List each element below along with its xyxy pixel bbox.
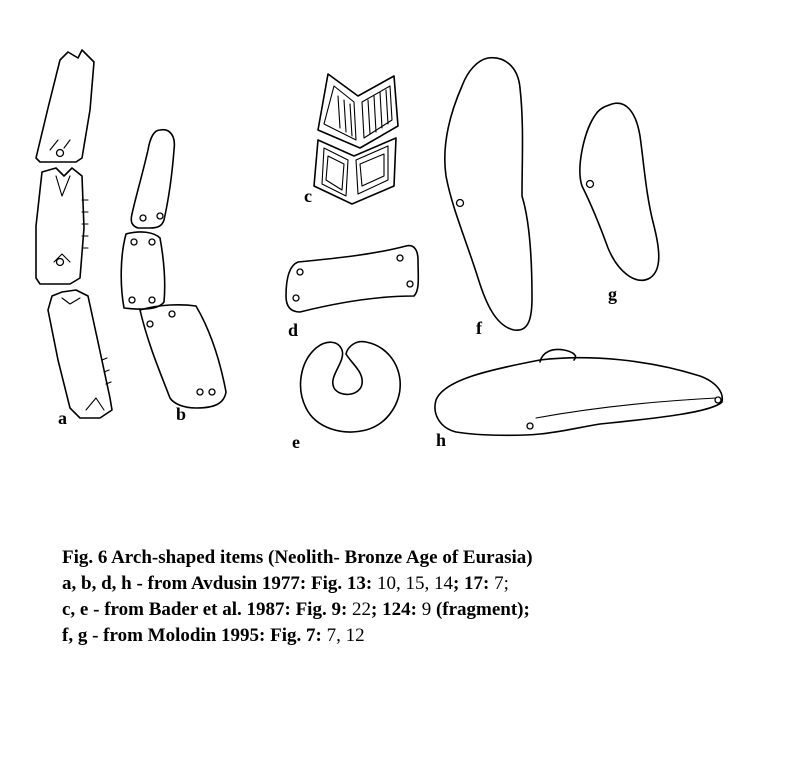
item-g-drawing — [580, 103, 659, 280]
label-f: f — [476, 318, 482, 338]
caption-line1-value-1: 10, 15, 14 — [372, 573, 453, 594]
item-g-outline — [580, 103, 659, 280]
item-b-segment-top — [131, 130, 174, 228]
caption-line3-value-1: 7, 12 — [321, 625, 365, 646]
caption-line3-prefix: f, g - from Molodin 1995: Fig. 7: — [62, 625, 322, 646]
label-d: d — [288, 320, 299, 340]
item-c-drawing — [314, 74, 398, 204]
caption-line1-prefix: a, b, d, h - from Avdusin 1977: Fig. 13: — [62, 573, 373, 594]
caption-title-text: Fig. 6 Arch-shaped items (Neolith- Bronze Age of Eurasia) — [62, 547, 533, 568]
item-a-segment-top — [36, 50, 94, 162]
caption-source-line-1 — [62, 571, 509, 597]
caption-line1-mid: ; 17: — [452, 573, 490, 594]
item-d-drawing — [286, 246, 418, 312]
caption-line2-prefix: c, e - from Bader et al. 1987: Fig. 9: — [62, 599, 348, 620]
label-a: a — [58, 408, 67, 428]
label-g: g — [608, 284, 617, 304]
label-b: b — [176, 404, 187, 424]
item-a-drawing — [36, 50, 112, 418]
caption-line1-value-2: 7; — [489, 573, 509, 594]
item-e-drawing — [301, 342, 401, 432]
item-h-drawing — [435, 350, 722, 436]
item-h-outline — [435, 358, 722, 436]
caption-line2-mid: ; 124: — [371, 599, 417, 620]
item-b-segment-middle — [121, 232, 165, 309]
figure-caption-title — [62, 545, 533, 571]
label-c: c — [304, 186, 312, 206]
item-f-outline — [445, 58, 532, 330]
item-c-outline-upper — [318, 74, 398, 148]
item-a-segment-middle — [36, 168, 84, 284]
item-a-segment-bottom — [48, 290, 112, 418]
caption-source-line-2 — [62, 597, 530, 623]
item-e-outline — [301, 342, 401, 432]
caption-line2-suffix: (fragment); — [431, 599, 530, 620]
item-f-drawing — [445, 58, 532, 330]
caption-source-line-3 — [62, 623, 365, 649]
label-e: e — [292, 432, 300, 452]
caption-line2-value-2: 9 — [416, 599, 432, 620]
label-h: h — [436, 430, 447, 450]
item-b-drawing — [121, 130, 226, 408]
caption-line2-value-1: 22 — [347, 599, 372, 620]
